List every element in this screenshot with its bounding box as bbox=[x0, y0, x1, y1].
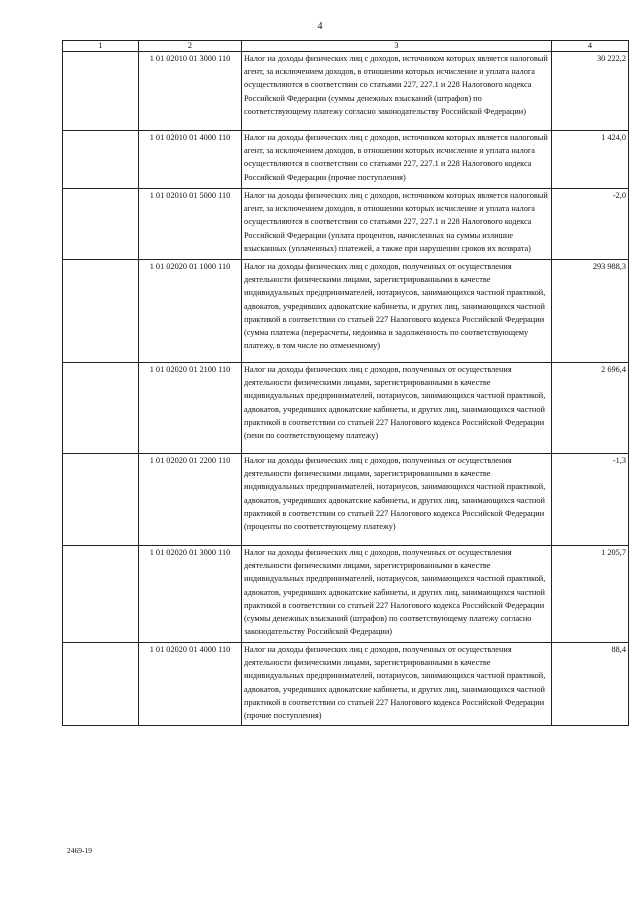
empty-cell bbox=[63, 363, 139, 454]
page-number: 4 bbox=[317, 21, 323, 32]
table-row bbox=[63, 189, 629, 260]
amount: 88,4 bbox=[552, 643, 629, 726]
table-header-row bbox=[63, 41, 629, 52]
income-description: Налог на доходы физических лиц с доходов, источником которых является налоговый агент, за исключением доходов, в отношении которых исчисление и уплата налога осуществляются в соответствии со статьями 227, 227.1 и 228 Налогового кодекса Российской Федерации (уплата процентов, начисленных на суммы излишне взысканных (уплаченных) платежей, а также при нарушении сроков их возврата) bbox=[242, 189, 552, 260]
table-row bbox=[63, 363, 629, 454]
column-header-2: 2 bbox=[139, 41, 242, 52]
table-row bbox=[63, 546, 629, 643]
empty-cell bbox=[63, 52, 139, 131]
empty-cell bbox=[63, 189, 139, 260]
budget-code: 1 01 02010 01 4000 110 bbox=[139, 131, 242, 189]
income-description: Налог на доходы физических лиц с доходов, полученных от осуществления деятельности физическими лицами, зарегистрированными в качестве индивидуальных предпринимателей, нотариусов, занимающихся частной практикой, адвокатов, учредивших адвокатские кабинеты, и других лиц, занимающихся частной практикой в соответствии со статьей 227 Налогового кодекса Российской Федерации (суммы денежных взысканий (штрафов) по соответствующему платежу согласно законодательству Российской Федерации) bbox=[242, 546, 552, 643]
empty-cell bbox=[63, 131, 139, 189]
empty-cell bbox=[63, 260, 139, 363]
table-row bbox=[63, 131, 629, 189]
budget-code: 1 01 02020 01 4000 110 bbox=[139, 643, 242, 726]
amount: -2,0 bbox=[552, 189, 629, 260]
table-row bbox=[63, 454, 629, 546]
budget-code: 1 01 02020 01 2200 110 bbox=[139, 454, 242, 546]
amount: 2 696,4 bbox=[552, 363, 629, 454]
budget-code: 1 01 02010 01 3000 110 bbox=[139, 52, 242, 131]
table-row bbox=[63, 52, 629, 131]
budget-code: 1 01 02020 01 2100 110 bbox=[139, 363, 242, 454]
column-header-1: 1 bbox=[63, 41, 139, 52]
column-header-4: 4 bbox=[552, 41, 629, 52]
amount: 30 222,2 bbox=[552, 52, 629, 131]
table-row bbox=[63, 260, 629, 363]
amount: 293 988,3 bbox=[552, 260, 629, 363]
amount: 1 205,7 bbox=[552, 546, 629, 643]
document-footer-code: 2469-19 bbox=[67, 846, 92, 855]
income-description: Налог на доходы физических лиц с доходов, полученных от осуществления деятельности физическими лицами, зарегистрированными в качестве индивидуальных предпринимателей, нотариусов, занимающихся частной практикой, адвокатов, учредивших адвокатские кабинеты, и других лиц, занимающихся частной практикой в соответствии со статьей 227 Налогового кодекса Российской Федерации (прочие поступления) bbox=[242, 643, 552, 726]
amount: 1 424,0 bbox=[552, 131, 629, 189]
amount: -1,3 bbox=[552, 454, 629, 546]
empty-cell bbox=[63, 546, 139, 643]
income-description: Налог на доходы физических лиц с доходов, источником которых является налоговый агент, за исключением доходов, в отношении которых исчисление и уплата налога осуществляются в соответствии со статьями 227, 227.1 и 228 Налогового кодекса Российской Федерации (прочие поступления) bbox=[242, 131, 552, 189]
income-description: Налог на доходы физических лиц с доходов, полученных от осуществления деятельности физическими лицами, зарегистрированными в качестве индивидуальных предпринимателей, нотариусов, занимающихся частной практикой, адвокатов, учредивших адвокатские кабинеты, и других лиц, занимающихся частной практикой в соответствии со статьей 227 Налогового кодекса Российской Федерации (пени по соответствующему платежу) bbox=[242, 363, 552, 454]
budget-code: 1 01 02020 01 3000 110 bbox=[139, 546, 242, 643]
empty-cell bbox=[63, 643, 139, 726]
empty-cell bbox=[63, 454, 139, 546]
income-description: Налог на доходы физических лиц с доходов, источником которых является налоговый агент, за исключением доходов, в отношении которых исчисление и уплата налога осуществляются в соответствии со статьями 227, 227.1 и 228 Налогового кодекса Российской Федерации (суммы денежных взысканий (штрафов) по соответствующему платежу согласно законодательству Российской Федерации) bbox=[242, 52, 552, 131]
income-description: Налог на доходы физических лиц с доходов, полученных от осуществления деятельности физическими лицами, зарегистрированными в качестве индивидуальных предпринимателей, нотариусов, занимающихся частной практикой, адвокатов, учредивших адвокатские кабинеты, и других лиц, занимающихся частной практикой в соответствии со статьей 227 Налогового кодекса Российской Федерации (проценты по соответствующему платежу) bbox=[242, 454, 552, 546]
budget-code: 1 01 02020 01 1000 110 bbox=[139, 260, 242, 363]
table-row bbox=[63, 643, 629, 726]
column-header-3: 3 bbox=[242, 41, 552, 52]
budget-code: 1 01 02010 01 5000 110 bbox=[139, 189, 242, 260]
revenue-table bbox=[62, 40, 629, 726]
income-description: Налог на доходы физических лиц с доходов, полученных от осуществления деятельности физическими лицами, зарегистрированными в качестве индивидуальных предпринимателей, нотариусов, занимающихся частной практикой, адвокатов, учредивших адвокатские кабинеты, и других лиц, занимающихся частной практикой в соответствии со статьей 227 Налогового кодекса Российской Федерации (сумма платежа (перерасчеты, недоимка и задолженность по соответствующему платежу, в том числе по отмененному) bbox=[242, 260, 552, 363]
